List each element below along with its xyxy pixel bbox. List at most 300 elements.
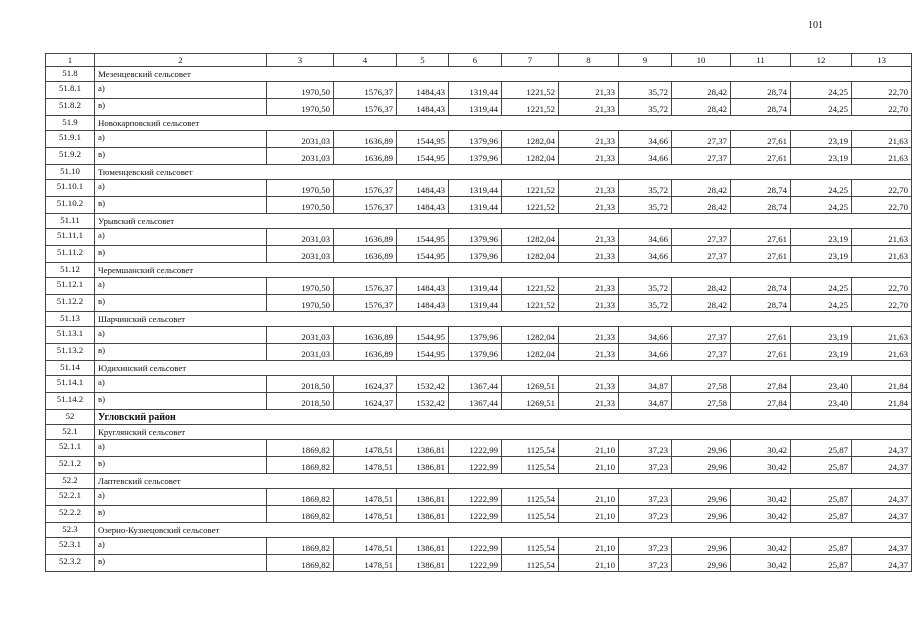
value-cell-col-5: 1544,95	[397, 327, 449, 344]
row-variant-label: а)	[95, 440, 267, 457]
value-cell-col-12: 24,25	[791, 197, 852, 214]
row-code: 51.13	[46, 312, 95, 327]
value-cell-col-10: 28,42	[672, 278, 731, 295]
value-cell-col-3: 2031,03	[267, 229, 334, 246]
value-cell-col-12: 23,40	[791, 376, 852, 393]
section-name: Тюменцевский сельсовет	[95, 165, 912, 180]
value-cell-col-9: 34,66	[619, 229, 672, 246]
value-cell-col-11: 30,42	[731, 506, 791, 523]
value-cell-col-4: 1478,51	[334, 457, 397, 474]
value-cell-col-4: 1478,51	[334, 489, 397, 506]
value-cell-col-6: 1222,99	[449, 457, 502, 474]
table-body	[46, 67, 912, 572]
table-row	[46, 457, 912, 474]
column-header-8: 8	[559, 54, 619, 67]
section-row	[46, 165, 912, 180]
value-cell-col-9: 37,23	[619, 457, 672, 474]
value-cell-col-7: 1125,54	[502, 457, 559, 474]
value-cell-col-8: 21,33	[559, 180, 619, 197]
row-variant-label: а)	[95, 489, 267, 506]
row-code: 52.3	[46, 523, 95, 538]
value-cell-col-5: 1386,81	[397, 506, 449, 523]
column-header-10: 10	[672, 54, 731, 67]
value-cell-col-4: 1576,37	[334, 82, 397, 99]
value-cell-col-8: 21,10	[559, 457, 619, 474]
value-cell-col-6: 1379,96	[449, 344, 502, 361]
value-cell-col-5: 1532,42	[397, 393, 449, 410]
table-row	[46, 344, 912, 361]
row-code: 51.10	[46, 165, 95, 180]
value-cell-col-11: 28,74	[731, 278, 791, 295]
value-cell-col-13: 22,70	[852, 295, 912, 312]
row-variant-label: в)	[95, 295, 267, 312]
value-cell-col-10: 28,42	[672, 197, 731, 214]
value-cell-col-12: 25,87	[791, 489, 852, 506]
value-cell-col-6: 1379,96	[449, 148, 502, 165]
value-cell-col-10: 27,37	[672, 148, 731, 165]
value-cell-col-10: 27,37	[672, 327, 731, 344]
value-cell-col-6: 1379,96	[449, 131, 502, 148]
value-cell-col-3: 1970,50	[267, 278, 334, 295]
value-cell-col-3: 2031,03	[267, 131, 334, 148]
value-cell-col-5: 1386,81	[397, 538, 449, 555]
table-row	[46, 180, 912, 197]
value-cell-col-4: 1636,89	[334, 327, 397, 344]
value-cell-col-7: 1221,52	[502, 295, 559, 312]
row-code: 52.2.2	[46, 506, 95, 523]
value-cell-col-12: 24,25	[791, 295, 852, 312]
value-cell-col-9: 37,23	[619, 555, 672, 572]
value-cell-col-8: 21,33	[559, 295, 619, 312]
value-cell-col-13: 22,70	[852, 278, 912, 295]
value-cell-col-13: 21,84	[852, 393, 912, 410]
row-variant-label: а)	[95, 131, 267, 148]
value-cell-col-3: 2031,03	[267, 327, 334, 344]
value-cell-col-5: 1386,81	[397, 457, 449, 474]
table-row	[46, 393, 912, 410]
value-cell-col-5: 1386,81	[397, 489, 449, 506]
value-cell-col-13: 21,63	[852, 148, 912, 165]
value-cell-col-7: 1282,04	[502, 327, 559, 344]
value-cell-col-7: 1125,54	[502, 440, 559, 457]
value-cell-col-6: 1367,44	[449, 376, 502, 393]
value-cell-col-13: 24,37	[852, 440, 912, 457]
value-cell-col-7: 1269,51	[502, 393, 559, 410]
value-cell-col-4: 1576,37	[334, 278, 397, 295]
column-header-1: 1	[46, 54, 95, 67]
value-cell-col-8: 21,10	[559, 489, 619, 506]
value-cell-col-3: 1970,50	[267, 197, 334, 214]
table-row	[46, 327, 912, 344]
value-cell-col-9: 37,23	[619, 440, 672, 457]
value-cell-col-6: 1222,99	[449, 506, 502, 523]
value-cell-col-10: 29,96	[672, 538, 731, 555]
value-cell-col-6: 1367,44	[449, 393, 502, 410]
table-header	[46, 54, 912, 67]
value-cell-col-9: 35,72	[619, 82, 672, 99]
row-variant-label: в)	[95, 457, 267, 474]
value-cell-col-5: 1484,43	[397, 197, 449, 214]
value-cell-col-7: 1282,04	[502, 148, 559, 165]
value-cell-col-7: 1125,54	[502, 506, 559, 523]
table-row	[46, 278, 912, 295]
value-cell-col-12: 25,87	[791, 457, 852, 474]
section-row	[46, 214, 912, 229]
value-cell-col-9: 35,72	[619, 180, 672, 197]
value-cell-col-6: 1379,96	[449, 246, 502, 263]
table-row	[46, 148, 912, 165]
section-row	[46, 116, 912, 131]
value-cell-col-3: 1970,50	[267, 82, 334, 99]
value-cell-col-12: 25,87	[791, 538, 852, 555]
section-row	[46, 523, 912, 538]
value-cell-col-11: 27,61	[731, 131, 791, 148]
value-cell-col-10: 27,37	[672, 229, 731, 246]
row-code: 52.2	[46, 474, 95, 489]
row-code: 51.10.1	[46, 180, 95, 197]
section-row	[46, 312, 912, 327]
value-cell-col-8: 21,33	[559, 99, 619, 116]
row-code: 51.9	[46, 116, 95, 131]
value-cell-col-3: 2031,03	[267, 344, 334, 361]
table-row	[46, 197, 912, 214]
column-header-9: 9	[619, 54, 672, 67]
value-cell-col-3: 1970,50	[267, 180, 334, 197]
value-cell-col-4: 1576,37	[334, 295, 397, 312]
value-cell-col-5: 1484,43	[397, 278, 449, 295]
value-cell-col-4: 1636,89	[334, 148, 397, 165]
value-cell-col-4: 1624,37	[334, 376, 397, 393]
value-cell-col-3: 1869,82	[267, 538, 334, 555]
row-variant-label: а)	[95, 278, 267, 295]
header-row	[46, 54, 912, 67]
value-cell-col-7: 1125,54	[502, 555, 559, 572]
section-name: Круглянский сельсовет	[95, 425, 912, 440]
value-cell-col-12: 25,87	[791, 555, 852, 572]
row-variant-label: а)	[95, 538, 267, 555]
value-cell-col-6: 1379,96	[449, 229, 502, 246]
value-cell-col-3: 2031,03	[267, 148, 334, 165]
row-variant-label: а)	[95, 82, 267, 99]
value-cell-col-4: 1576,37	[334, 99, 397, 116]
value-cell-col-11: 27,61	[731, 148, 791, 165]
value-cell-col-9: 37,23	[619, 506, 672, 523]
value-cell-col-9: 34,66	[619, 148, 672, 165]
value-cell-col-12: 24,25	[791, 278, 852, 295]
row-variant-label: в)	[95, 344, 267, 361]
value-cell-col-13: 21,63	[852, 131, 912, 148]
value-cell-col-5: 1544,95	[397, 344, 449, 361]
column-header-7: 7	[502, 54, 559, 67]
value-cell-col-3: 1970,50	[267, 99, 334, 116]
section-name: Шарчинский сельсовет	[95, 312, 912, 327]
value-cell-col-11: 30,42	[731, 538, 791, 555]
value-cell-col-12: 23,19	[791, 229, 852, 246]
row-code: 51.8.1	[46, 82, 95, 99]
value-cell-col-4: 1576,37	[334, 197, 397, 214]
value-cell-col-5: 1544,95	[397, 148, 449, 165]
value-cell-col-7: 1125,54	[502, 538, 559, 555]
value-cell-col-7: 1125,54	[502, 489, 559, 506]
row-code: 52.1	[46, 425, 95, 440]
value-cell-col-7: 1269,51	[502, 376, 559, 393]
row-variant-label: в)	[95, 555, 267, 572]
value-cell-col-11: 27,84	[731, 376, 791, 393]
value-cell-col-12: 23,19	[791, 131, 852, 148]
row-code: 51.8.2	[46, 99, 95, 116]
row-code: 51.9.1	[46, 131, 95, 148]
value-cell-col-11: 30,42	[731, 555, 791, 572]
value-cell-col-4: 1636,89	[334, 344, 397, 361]
value-cell-col-11: 27,61	[731, 327, 791, 344]
value-cell-col-7: 1221,52	[502, 82, 559, 99]
value-cell-col-10: 27,58	[672, 393, 731, 410]
value-cell-col-3: 1869,82	[267, 555, 334, 572]
table-row	[46, 229, 912, 246]
value-cell-col-10: 29,96	[672, 440, 731, 457]
value-cell-col-13: 21,63	[852, 229, 912, 246]
row-code: 52.2.1	[46, 489, 95, 506]
value-cell-col-13: 24,37	[852, 506, 912, 523]
value-cell-col-10: 28,42	[672, 295, 731, 312]
row-code: 52	[46, 410, 95, 425]
value-cell-col-4: 1478,51	[334, 506, 397, 523]
table-row	[46, 295, 912, 312]
row-code: 51.11.2	[46, 246, 95, 263]
table-row	[46, 555, 912, 572]
row-code: 52.3.1	[46, 538, 95, 555]
value-cell-col-4: 1636,89	[334, 131, 397, 148]
row-code: 51.12	[46, 263, 95, 278]
value-cell-col-11: 30,42	[731, 457, 791, 474]
value-cell-col-6: 1319,44	[449, 180, 502, 197]
row-variant-label: в)	[95, 393, 267, 410]
value-cell-col-8: 21,33	[559, 246, 619, 263]
value-cell-col-11: 27,61	[731, 344, 791, 361]
row-variant-label: в)	[95, 99, 267, 116]
value-cell-col-3: 1869,82	[267, 489, 334, 506]
value-cell-col-9: 34,66	[619, 246, 672, 263]
row-variant-label: а)	[95, 229, 267, 246]
column-header-2: 2	[95, 54, 267, 67]
section-row	[46, 67, 912, 82]
value-cell-col-5: 1386,81	[397, 440, 449, 457]
value-cell-col-12: 23,19	[791, 327, 852, 344]
value-cell-col-4: 1478,51	[334, 555, 397, 572]
tariff-table	[45, 53, 912, 572]
value-cell-col-9: 34,87	[619, 393, 672, 410]
value-cell-col-9: 35,72	[619, 99, 672, 116]
value-cell-col-3: 2031,03	[267, 246, 334, 263]
row-code: 51.13.1	[46, 327, 95, 344]
value-cell-col-5: 1544,95	[397, 246, 449, 263]
section-name: Лаптевский сельсовет	[95, 474, 912, 489]
column-header-13: 13	[852, 54, 912, 67]
value-cell-col-13: 22,70	[852, 99, 912, 116]
row-variant-label: в)	[95, 246, 267, 263]
section-row	[46, 474, 912, 489]
row-variant-label: в)	[95, 506, 267, 523]
section-name: Озерно-Кузнецовский сельсовет	[95, 523, 912, 538]
value-cell-col-7: 1282,04	[502, 344, 559, 361]
value-cell-col-5: 1484,43	[397, 180, 449, 197]
value-cell-col-5: 1544,95	[397, 131, 449, 148]
value-cell-col-7: 1282,04	[502, 246, 559, 263]
table-row	[46, 440, 912, 457]
value-cell-col-13: 21,63	[852, 246, 912, 263]
value-cell-col-8: 21,33	[559, 229, 619, 246]
value-cell-col-11: 30,42	[731, 440, 791, 457]
row-code: 51.12.1	[46, 278, 95, 295]
value-cell-col-6: 1319,44	[449, 197, 502, 214]
section-name: Новокарповский сельсовет	[95, 116, 912, 131]
column-header-4: 4	[334, 54, 397, 67]
value-cell-col-8: 21,33	[559, 393, 619, 410]
row-variant-label: в)	[95, 197, 267, 214]
row-code: 52.1.2	[46, 457, 95, 474]
value-cell-col-11: 27,61	[731, 229, 791, 246]
value-cell-col-9: 35,72	[619, 295, 672, 312]
value-cell-col-3: 1869,82	[267, 440, 334, 457]
value-cell-col-13: 22,70	[852, 82, 912, 99]
value-cell-col-12: 23,40	[791, 393, 852, 410]
value-cell-col-13: 24,37	[852, 489, 912, 506]
table-row	[46, 82, 912, 99]
value-cell-col-9: 34,66	[619, 131, 672, 148]
value-cell-col-4: 1624,37	[334, 393, 397, 410]
value-cell-col-12: 24,25	[791, 180, 852, 197]
value-cell-col-10: 28,42	[672, 180, 731, 197]
section-name: Урывский сельсовет	[95, 214, 912, 229]
value-cell-col-10: 27,37	[672, 344, 731, 361]
row-code: 51.14.2	[46, 393, 95, 410]
value-cell-col-3: 2018,50	[267, 393, 334, 410]
table-row	[46, 506, 912, 523]
value-cell-col-12: 24,25	[791, 99, 852, 116]
value-cell-col-8: 21,33	[559, 131, 619, 148]
value-cell-col-8: 21,33	[559, 82, 619, 99]
value-cell-col-8: 21,33	[559, 327, 619, 344]
value-cell-col-4: 1576,37	[334, 180, 397, 197]
value-cell-col-12: 23,19	[791, 246, 852, 263]
district-row	[46, 410, 912, 425]
value-cell-col-11: 28,74	[731, 295, 791, 312]
value-cell-col-13: 21,63	[852, 344, 912, 361]
value-cell-col-8: 21,33	[559, 197, 619, 214]
value-cell-col-13: 21,63	[852, 327, 912, 344]
row-code: 51.14	[46, 361, 95, 376]
page-number: 101	[808, 20, 823, 31]
value-cell-col-4: 1478,51	[334, 538, 397, 555]
value-cell-col-10: 29,96	[672, 555, 731, 572]
value-cell-col-4: 1636,89	[334, 246, 397, 263]
value-cell-col-6: 1319,44	[449, 295, 502, 312]
value-cell-col-12: 24,25	[791, 82, 852, 99]
value-cell-col-7: 1282,04	[502, 131, 559, 148]
value-cell-col-10: 28,42	[672, 82, 731, 99]
column-header-11: 11	[731, 54, 791, 67]
value-cell-col-10: 27,37	[672, 131, 731, 148]
value-cell-col-11: 30,42	[731, 489, 791, 506]
row-code: 51.10.2	[46, 197, 95, 214]
value-cell-col-11: 28,74	[731, 180, 791, 197]
value-cell-col-12: 25,87	[791, 506, 852, 523]
value-cell-col-13: 24,37	[852, 457, 912, 474]
value-cell-col-8: 21,10	[559, 506, 619, 523]
district-name: Угловский район	[95, 410, 912, 425]
column-header-5: 5	[397, 54, 449, 67]
value-cell-col-10: 29,96	[672, 489, 731, 506]
value-cell-col-10: 27,58	[672, 376, 731, 393]
value-cell-col-6: 1319,44	[449, 82, 502, 99]
row-code: 51.13.2	[46, 344, 95, 361]
value-cell-col-10: 28,42	[672, 99, 731, 116]
value-cell-col-5: 1544,95	[397, 229, 449, 246]
value-cell-col-7: 1221,52	[502, 99, 559, 116]
value-cell-col-5: 1484,43	[397, 295, 449, 312]
value-cell-col-13: 21,84	[852, 376, 912, 393]
table-row	[46, 246, 912, 263]
value-cell-col-6: 1319,44	[449, 278, 502, 295]
value-cell-col-9: 34,66	[619, 327, 672, 344]
row-code: 52.1.1	[46, 440, 95, 457]
table-row	[46, 489, 912, 506]
value-cell-col-11: 27,84	[731, 393, 791, 410]
value-cell-col-9: 34,66	[619, 344, 672, 361]
value-cell-col-6: 1319,44	[449, 99, 502, 116]
value-cell-col-5: 1386,81	[397, 555, 449, 572]
row-variant-label: в)	[95, 148, 267, 165]
value-cell-col-4: 1478,51	[334, 440, 397, 457]
value-cell-col-3: 1869,82	[267, 457, 334, 474]
row-code: 51.12.2	[46, 295, 95, 312]
section-name: Мезенцевский сельсовет	[95, 67, 912, 82]
value-cell-col-12: 23,19	[791, 344, 852, 361]
value-cell-col-7: 1221,52	[502, 180, 559, 197]
section-name: Юдихинский сельсовет	[95, 361, 912, 376]
value-cell-col-13: 24,37	[852, 555, 912, 572]
value-cell-col-10: 29,96	[672, 506, 731, 523]
value-cell-col-9: 35,72	[619, 197, 672, 214]
value-cell-col-3: 2018,50	[267, 376, 334, 393]
section-row	[46, 263, 912, 278]
value-cell-col-12: 23,19	[791, 148, 852, 165]
value-cell-col-9: 37,23	[619, 489, 672, 506]
value-cell-col-8: 21,10	[559, 555, 619, 572]
value-cell-col-5: 1532,42	[397, 376, 449, 393]
value-cell-col-8: 21,33	[559, 148, 619, 165]
value-cell-col-9: 34,87	[619, 376, 672, 393]
table-row	[46, 99, 912, 116]
value-cell-col-13: 24,37	[852, 538, 912, 555]
value-cell-col-10: 29,96	[672, 457, 731, 474]
value-cell-col-10: 27,37	[672, 246, 731, 263]
row-code: 51.14.1	[46, 376, 95, 393]
column-header-6: 6	[449, 54, 502, 67]
value-cell-col-8: 21,33	[559, 278, 619, 295]
column-header-12: 12	[791, 54, 852, 67]
row-code: 51.9.2	[46, 148, 95, 165]
value-cell-col-9: 37,23	[619, 538, 672, 555]
column-header-3: 3	[267, 54, 334, 67]
row-variant-label: а)	[95, 180, 267, 197]
value-cell-col-7: 1221,52	[502, 197, 559, 214]
value-cell-col-8: 21,33	[559, 376, 619, 393]
row-variant-label: а)	[95, 327, 267, 344]
section-row	[46, 425, 912, 440]
value-cell-col-6: 1222,99	[449, 538, 502, 555]
value-cell-col-7: 1221,52	[502, 278, 559, 295]
